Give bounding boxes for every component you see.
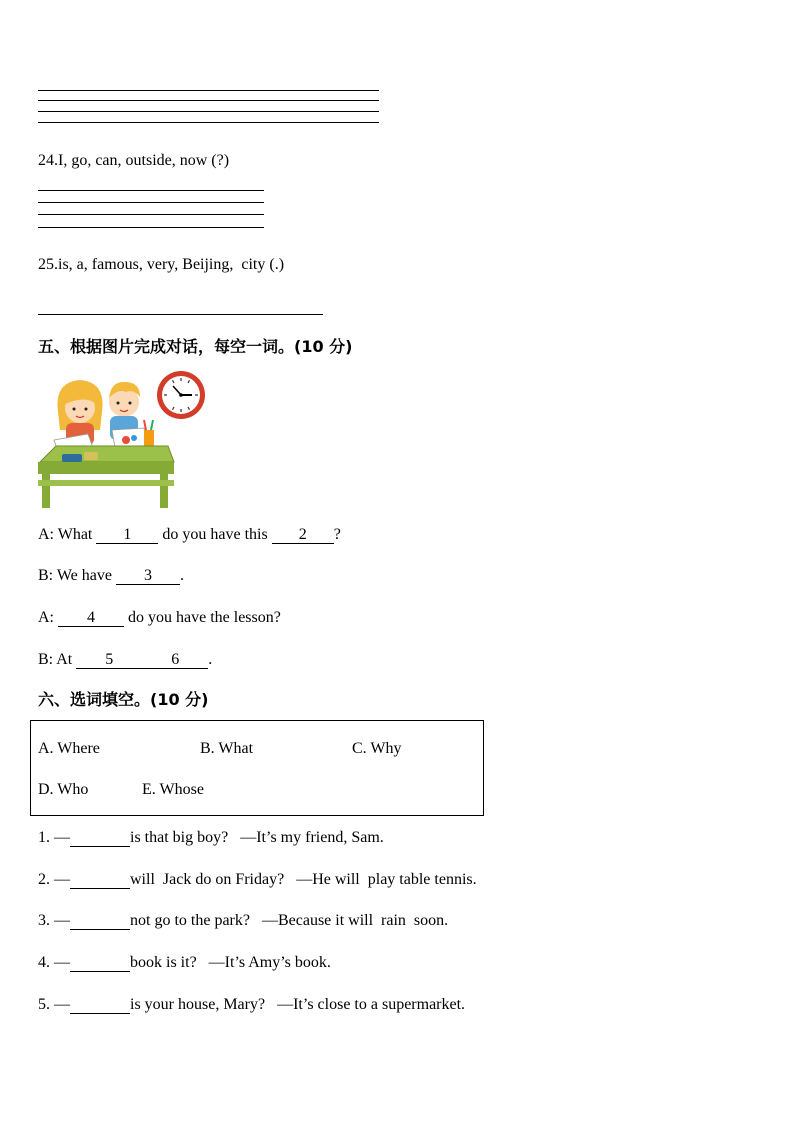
question-25 <box>38 255 284 275</box>
answer-blank[interactable] <box>70 997 130 1014</box>
dialog-line-4 <box>38 650 212 670</box>
dialog-line-3 <box>38 608 281 628</box>
classroom-illustration <box>36 368 208 510</box>
blank-6[interactable]: 6 <box>142 652 208 669</box>
dash: — <box>54 954 70 971</box>
desk-figure <box>38 446 174 508</box>
answer-line <box>38 314 323 315</box>
answer-blank[interactable] <box>70 913 130 930</box>
answer-line <box>38 111 379 112</box>
answer-line <box>38 122 379 123</box>
question-1 <box>38 828 384 848</box>
dialog-text: . <box>208 651 213 668</box>
dash: — <box>296 871 313 888</box>
question-text: is that big boy? <box>130 829 229 846</box>
dialog-text: A: <box>38 609 58 626</box>
question-text: not go to the park? <box>130 912 250 929</box>
blank-1[interactable]: 1 <box>96 527 158 544</box>
question-number: 5. <box>38 996 54 1013</box>
answer-text: He will play table tennis. <box>312 871 477 888</box>
option-a: A. Where <box>38 740 100 757</box>
dialog-text: ? <box>333 526 341 543</box>
dialog-text: do you have this <box>158 526 272 543</box>
question-number: 2. <box>38 871 54 888</box>
question-3 <box>38 911 448 931</box>
answer-text: Because it will rain soon. <box>277 912 449 929</box>
dash: — <box>54 996 70 1013</box>
question-24 <box>38 151 229 171</box>
dialog-text: A: What <box>38 526 97 543</box>
question-text: is, a, famous, very, Beijing, city (.) <box>58 256 285 273</box>
clock-icon <box>157 371 205 419</box>
dash: — <box>54 912 70 929</box>
dialog-text: do you have the lesson? <box>124 609 281 626</box>
blank-3[interactable]: 3 <box>116 568 180 585</box>
blank-2[interactable]: 2 <box>272 527 334 544</box>
blank-4[interactable]: 4 <box>58 610 124 627</box>
answer-line <box>38 100 379 101</box>
question-number: 1. <box>38 829 54 846</box>
dash: — <box>261 912 278 929</box>
question-2 <box>38 870 477 890</box>
question-4 <box>38 953 331 973</box>
blank-5[interactable]: 5 <box>76 652 142 669</box>
answer-line <box>38 90 379 91</box>
dialog-line-1 <box>38 525 341 545</box>
answer-line <box>38 202 264 203</box>
option-d: D. Who <box>38 781 89 798</box>
dialog-text: B: We have <box>38 567 116 584</box>
answer-text: It’s Amy’s book. <box>224 954 331 971</box>
question-number: 4. <box>38 954 54 971</box>
option-e: E. Whose <box>142 781 204 798</box>
answer-text: It’s my friend, Sam. <box>256 829 384 846</box>
question-text: is your house, Mary? <box>130 996 266 1013</box>
dash: — <box>240 829 257 846</box>
question-text: will Jack do on Friday? <box>130 871 285 888</box>
option-c: C. Why <box>352 740 402 757</box>
dialog-text: B: At <box>38 651 77 668</box>
dash: — <box>277 996 294 1013</box>
question-number: 24. <box>38 152 58 169</box>
dialog-line-2 <box>38 566 184 586</box>
word-bank-box <box>30 720 484 816</box>
section-6-title: 六、选词填空。(10 分) <box>38 690 209 709</box>
dash: — <box>54 829 70 846</box>
dash: — <box>208 954 225 971</box>
answer-line <box>38 227 264 228</box>
question-number: 25. <box>38 256 58 273</box>
answer-blank[interactable] <box>70 872 130 889</box>
option-b: B. What <box>200 740 254 757</box>
answer-text: It’s close to a supermarket. <box>293 996 466 1013</box>
answer-blank[interactable] <box>70 830 130 847</box>
section-5-title: 五、根据图片完成对话，每空一词。(10 分) <box>38 337 353 356</box>
question-text: I, go, can, outside, now (?) <box>58 152 230 169</box>
answer-blank[interactable] <box>70 955 130 972</box>
question-5 <box>38 995 465 1015</box>
answer-line <box>38 190 264 191</box>
question-number: 3. <box>38 912 54 929</box>
answer-line <box>38 214 264 215</box>
question-text: book is it? <box>130 954 197 971</box>
dash: — <box>54 871 70 888</box>
dialog-text: . <box>179 567 184 584</box>
